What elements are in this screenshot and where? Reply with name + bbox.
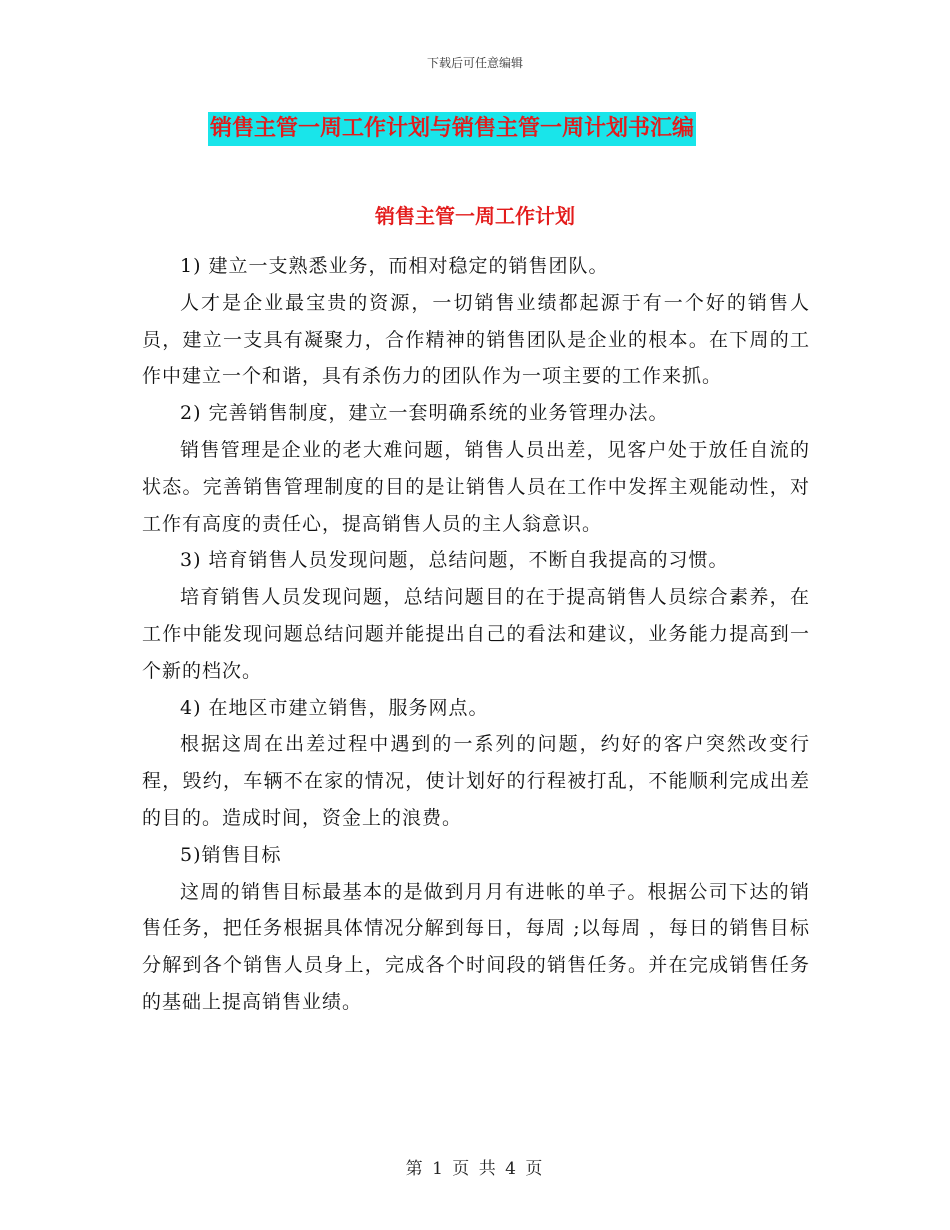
paragraph-heading-3: 3) 培育销售人员发现问题，总结问题，不断自我提高的习惯。: [180, 549, 729, 572]
paragraph-heading-5: 5)销售目标: [180, 843, 282, 866]
paragraph-heading-4: 4) 在地区市建立销售，服务网点。: [180, 696, 489, 719]
page-number-footer: 第 1 页 共 4 页: [405, 1159, 545, 1179]
paragraph: 根据这周在出差过程中遇到的一系列的问题，约好的客户突然改变行程，毁约，车辆不在家的情况，使计划好的行程被打乱，不能顺利完成出差的目的。造成时间，资金上的浪费。: [142, 733, 810, 829]
document-body: [142, 248, 810, 1021]
document-title: 销售主管一周工作计划与销售主管一周计划书汇编: [208, 112, 696, 146]
paragraph-heading-1: 1) 建立一支熟悉业务，而相对稳定的销售团队。: [180, 255, 609, 277]
paragraph: 这周的销售目标最基本的是做到月月有进帐的单子。根据公司下达的销售任务，把任务根据具体情况分解到每日，每周 ;以每周 ，每日的销售目标分解到各个销售人员身上，完成各个时间段的销售任务。并在完成销售任务的基础上提高销售业绩。: [142, 880, 810, 1013]
paragraph: 人才是企业最宝贵的资源，一切销售业绩都起源于有一个好的销售人员，建立一支具有凝聚力，合作精神的销售团队是企业的根本。在下周的工作中建立一个和谐，具有杀伤力的团队作为一项主要的工作来抓。: [142, 291, 810, 388]
paragraph-heading-2: 2) 完善销售制度，建立一套明确系统的业务管理办法。: [180, 402, 669, 425]
section-title: 销售主管一周工作计划: [375, 204, 575, 228]
paragraph: 培育销售人员发现问题，总结问题目的在于提高销售人员综合素养，在工作中能发现问题总结问题并能提出自己的看法和建议，业务能力提高到一个新的档次。: [142, 586, 810, 682]
header-note: 下载后可任意编辑: [426, 56, 523, 70]
paragraph: 销售管理是企业的老大难问题，销售人员出差，见客户处于放任自流的状态。完善销售管理制度的目的是让销售人员在工作中发挥主观能动性，对工作有高度的责任心，提高销售人员的主人翁意识。: [142, 438, 810, 535]
